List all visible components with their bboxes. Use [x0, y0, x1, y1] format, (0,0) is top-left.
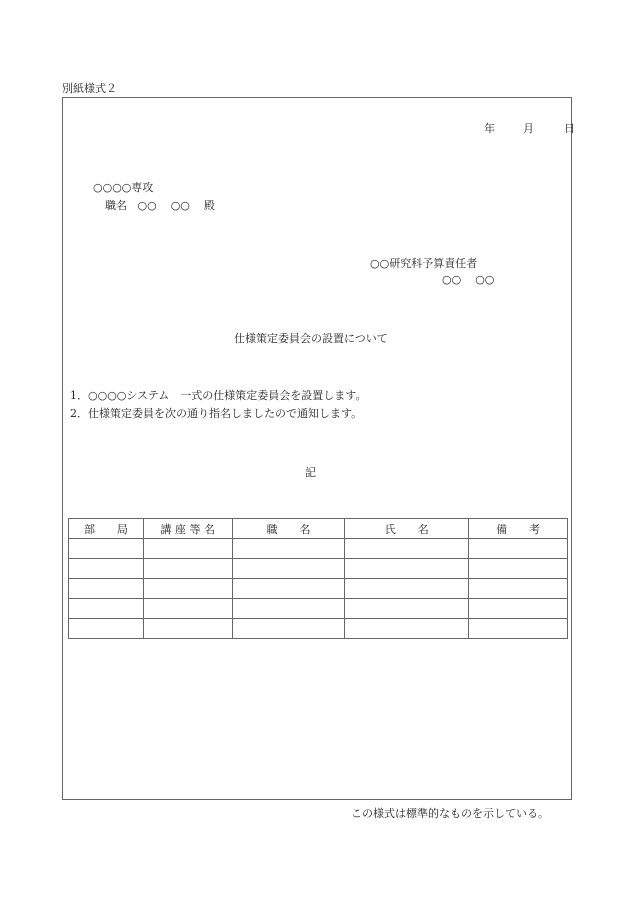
date-month: 月: [523, 122, 534, 135]
table-row: [69, 539, 568, 559]
table-cell[interactable]: [143, 619, 232, 639]
form-label: 別紙様式２: [62, 82, 117, 95]
header-course: 講 座 等 名: [143, 519, 232, 539]
table-cell[interactable]: [345, 579, 469, 599]
table-header-row: [69, 519, 568, 539]
table-cell[interactable]: [469, 559, 568, 579]
table-cell[interactable]: [345, 539, 469, 559]
recipient-title-line: [105, 197, 215, 213]
table-row: [69, 559, 568, 579]
recipient-department: ○○○○専攻: [93, 181, 154, 194]
sender-name: [442, 273, 494, 286]
table-cell[interactable]: [232, 619, 345, 639]
header-position: 職 名: [232, 519, 345, 539]
table-cell[interactable]: [143, 579, 232, 599]
notice-item-2: 2．仕様策定委員を次の通り指名しましたので通知します。: [70, 407, 363, 420]
recipient-honorific: 殿: [203, 199, 215, 212]
table-cell[interactable]: [232, 599, 345, 619]
table-row: [69, 619, 568, 639]
date-day: 日: [564, 122, 575, 135]
notice-item-1: 1．○○○○システム 一式の仕様策定委員会を設置します。: [70, 389, 367, 402]
header-remarks: 備 考: [469, 519, 568, 539]
header-name: 氏 名: [345, 519, 469, 539]
recipient-first-name: ○○: [170, 199, 190, 212]
table-cell[interactable]: [345, 599, 469, 619]
table-cell[interactable]: [143, 599, 232, 619]
table-cell[interactable]: [69, 579, 144, 599]
subject-title: 仕様策定委員会の設置について: [234, 332, 388, 345]
recipient-title: 職名: [105, 199, 127, 212]
date-line: [484, 120, 575, 136]
table-cell[interactable]: [143, 539, 232, 559]
member-table: [68, 518, 568, 639]
header-department: 部 局: [69, 519, 144, 539]
ki-heading: 記: [305, 466, 316, 479]
table-cell[interactable]: [469, 539, 568, 559]
table-cell[interactable]: [232, 559, 345, 579]
table-row: [69, 579, 568, 599]
sender-last-name: ○○: [442, 273, 462, 286]
recipient-last-name: ○○: [137, 199, 157, 212]
sender-office: ○○研究科予算責任者: [370, 257, 478, 270]
footer-note: この様式は標準的なものを示している。: [351, 807, 549, 820]
table-cell[interactable]: [469, 619, 568, 639]
sender-first-name: ○○: [475, 273, 495, 286]
table-cell[interactable]: [69, 559, 144, 579]
table-cell[interactable]: [345, 559, 469, 579]
table-cell[interactable]: [232, 579, 345, 599]
table-cell[interactable]: [69, 539, 144, 559]
table-cell[interactable]: [143, 559, 232, 579]
table-cell[interactable]: [469, 579, 568, 599]
table-row: [69, 599, 568, 619]
table-cell[interactable]: [232, 539, 345, 559]
table-cell[interactable]: [69, 599, 144, 619]
table-cell[interactable]: [69, 619, 144, 639]
table-cell[interactable]: [345, 619, 469, 639]
date-year: 年: [484, 122, 495, 135]
table-cell[interactable]: [469, 599, 568, 619]
